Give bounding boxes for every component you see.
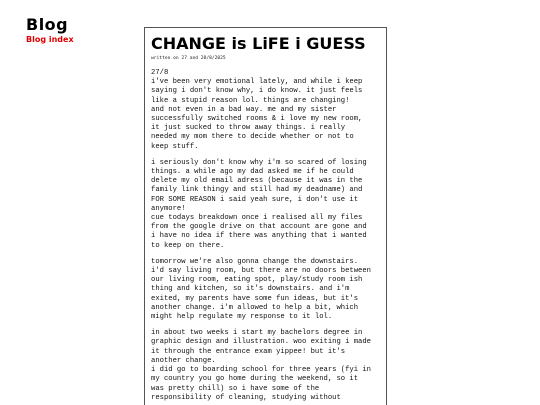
blog-index-link[interactable]: Blog index	[26, 35, 74, 44]
post-paragraph: 27/8 i've been very emotional lately, and while i keep saying i don't know why, i do know. it just feels like a stupid reason lol. things are changing! and not even in a bad way. me and my sister successfully switched rooms & i love my new room, it just sucked to throw away things. i really needed my mom there to decide whether or not to keep stuff.	[151, 69, 363, 151]
post-body	[151, 69, 380, 403]
post-title: CHANGE is LiFE i GUESS	[151, 34, 366, 53]
post-paragraph: tomorrow we're also gonna change the downstairs. i'd say living room, but there are no doors between our living room, eating spot, play/study room ish thing and kitchen, so it's downstairs. and i'm exited, my parents have some fun ideas, but it's another change. i'm allowed to help a bit, which might help regulate my response to it lol.	[151, 257, 371, 322]
post-paragraph: i seriously don't know why i'm so scared of losing things. a while ago my dad asked me if he could delete my old email adress (because it was in the family link thingy and still had my deadname) and FOR SOME REASON i said yeah sure, i don't use it anymore! cue todays breakdown once i realised all my files from the google drive on that account are gone and i have no idea if there was anything that i wanted to keep on there.	[151, 158, 367, 250]
site-header	[26, 16, 74, 45]
post-date: written on 27 and 28/8/2025	[151, 56, 226, 61]
blog-post	[144, 27, 387, 405]
post-paragraph: in about two weeks i start my bachelors degree in graphic design and illustration. woo exiting i made it through the entrance exam yippee! but it's another change. i did go to boarding school for three years (fyi in my country you go home during the weekend, so it was pretty chill) so i have some of the responsibility of cleaning, studying without	[151, 329, 371, 402]
site-title: Blog	[26, 15, 69, 34]
